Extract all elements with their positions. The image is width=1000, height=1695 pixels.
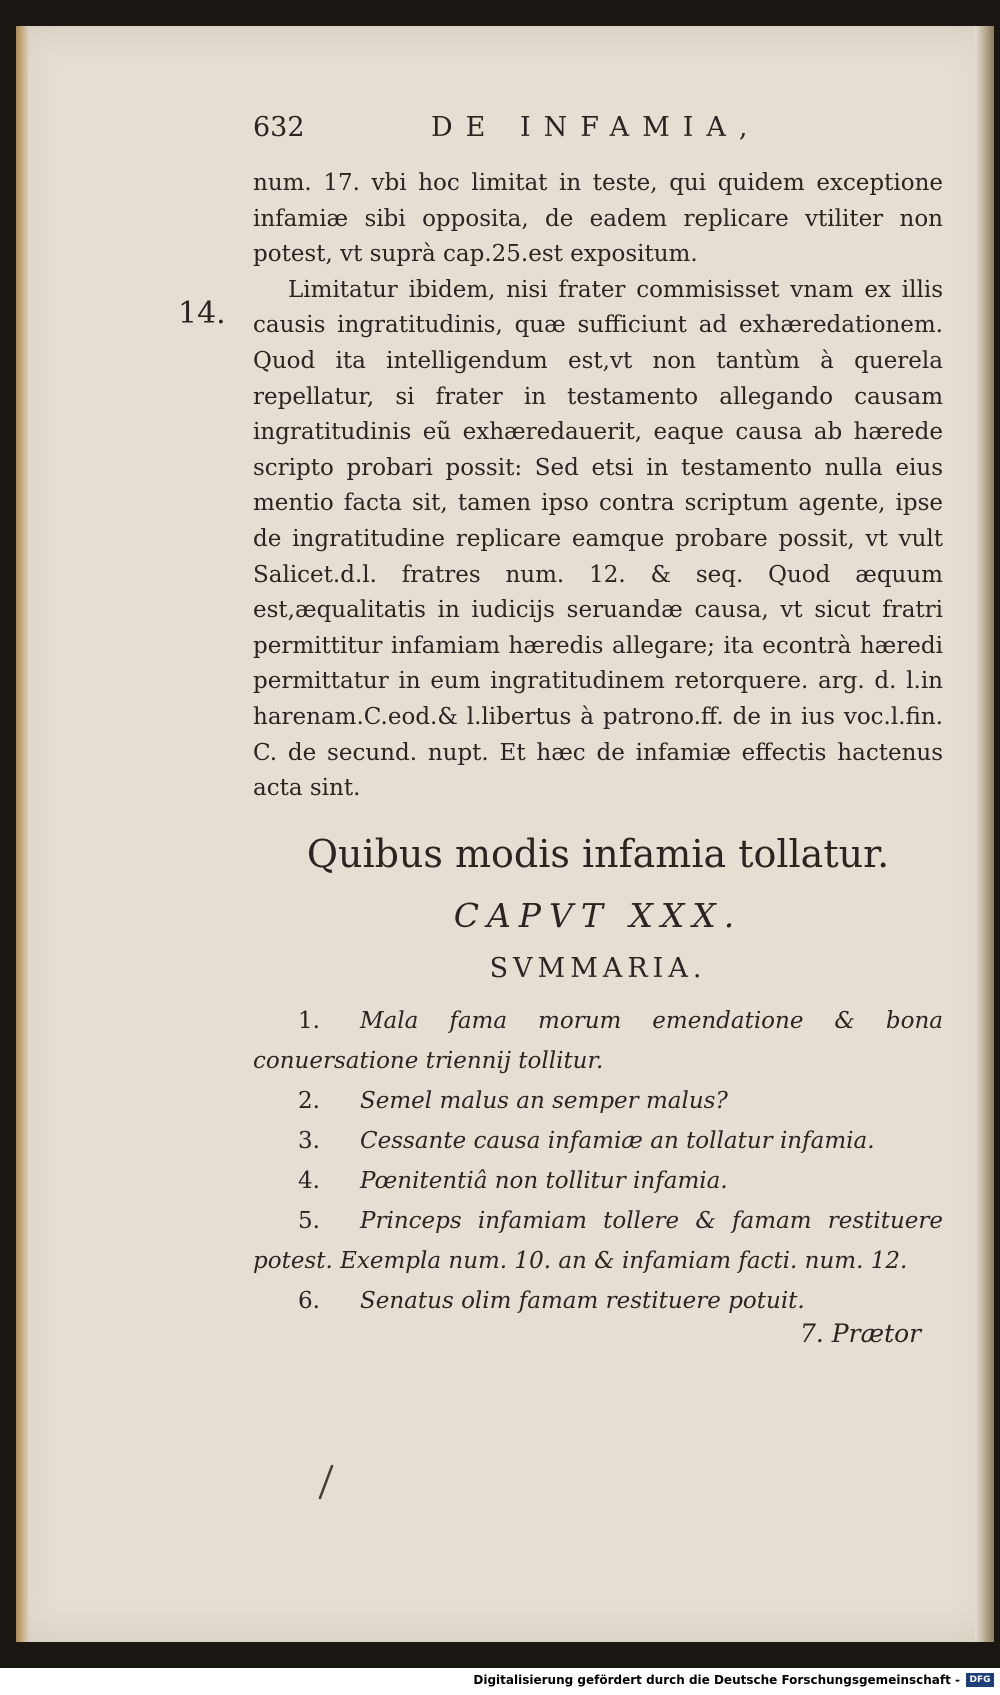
- summary-item: [253, 1081, 943, 1121]
- summary-item-number: 5.: [298, 1208, 320, 1234]
- summary-item: [253, 1161, 943, 1201]
- paragraph-continuation: num. 17. vbi hoc limitat in teste, qui quidem exceptione infamiæ sibi opposita, de eadem replicare vtiliter non potest, vt suprà cap.25.est expositum.: [253, 170, 943, 268]
- footer-credit: Digitalisierung gefördert durch die Deutsche Forschungsgemeinschaft -: [473, 1673, 960, 1687]
- summary-item-number: 1.: [298, 1008, 320, 1034]
- page-edge-left: [16, 26, 28, 1642]
- pencil-mark: [314, 1462, 338, 1502]
- summary-list: [253, 1001, 943, 1321]
- page-edge-right: [975, 26, 994, 1642]
- paragraph-limitatur: Limitatur ibidem, nisi frater commisisset vnam ex illis causis ingratitudinis, quæ sufficiunt ad exhæredationem. Quod ita intelligendum est,vt non tantùm à querela repellatur, si frater in testamento allegando causam ingratitudinis eũ exhæredauerit, eaque causa ab hærede scripto probari possit: Sed etsi in testamento nulla eius mentio facta sit, tamen ipso contra scriptum agente, ipse de ingratitudine replicare eamque probare possit, vt vult Salicet.d.l. fratres num. 12. & seq. Quod æquum est,æqualitatis in iudicijs seruandæ causa, vt sicut fratri permittitur infamiam hæredis allegare; ita econtrà hæredi permittatur in eum ingratitudinem retorquere. arg. d. l.in harenam.C.eod.& l.libertus à patrono.ff. de in ius voc.l.fin. C. de secund. nupt. Et hæc de infamiæ effectis hactenus acta sint.: [253, 276, 943, 802]
- summary-item-text: Senatus olim famam restituere potuit.: [360, 1288, 805, 1314]
- summary-item-number: 3.: [298, 1128, 320, 1154]
- page-number: 632: [253, 112, 305, 143]
- summary-item: [253, 1001, 943, 1081]
- summary-item-text: Mala fama morum emendatione & bona conuersatione triennij tollitur.: [253, 1008, 943, 1074]
- summary-item-number: 2.: [298, 1088, 320, 1114]
- margin-number: 14.: [178, 296, 226, 331]
- summary-item-number: 4.: [298, 1168, 320, 1194]
- footer-bar: [0, 1668, 1000, 1695]
- summary-item-text: Cessante causa infamiæ an tollatur infamia.: [360, 1128, 875, 1154]
- chapter-number: CAPVT XXX.: [453, 896, 743, 935]
- summary-item-text: Princeps infamiam tollere & famam restituere potest. Exempla num. 10. an & infamiam facti. num. 12.: [253, 1208, 943, 1274]
- summary-heading: SVMMARIA.: [489, 953, 707, 984]
- summary-item: [253, 1121, 943, 1161]
- chapter-heading: Quibus modis infamia tollatur.: [306, 832, 890, 876]
- summary-item-number: 6.: [298, 1288, 320, 1314]
- summary-item-text: Semel malus an semper malus?: [360, 1088, 728, 1114]
- catchword: 7. Prætor: [800, 1319, 922, 1348]
- dfg-logo: DFG: [966, 1673, 994, 1687]
- body-text: [253, 166, 943, 807]
- summary-item-text: Pœnitentiâ non tollitur infamia.: [360, 1168, 728, 1194]
- running-title: DE INFAMIA,: [431, 112, 761, 143]
- summary-item: [253, 1201, 943, 1281]
- summary-item: [253, 1281, 943, 1321]
- running-head: [253, 112, 833, 156]
